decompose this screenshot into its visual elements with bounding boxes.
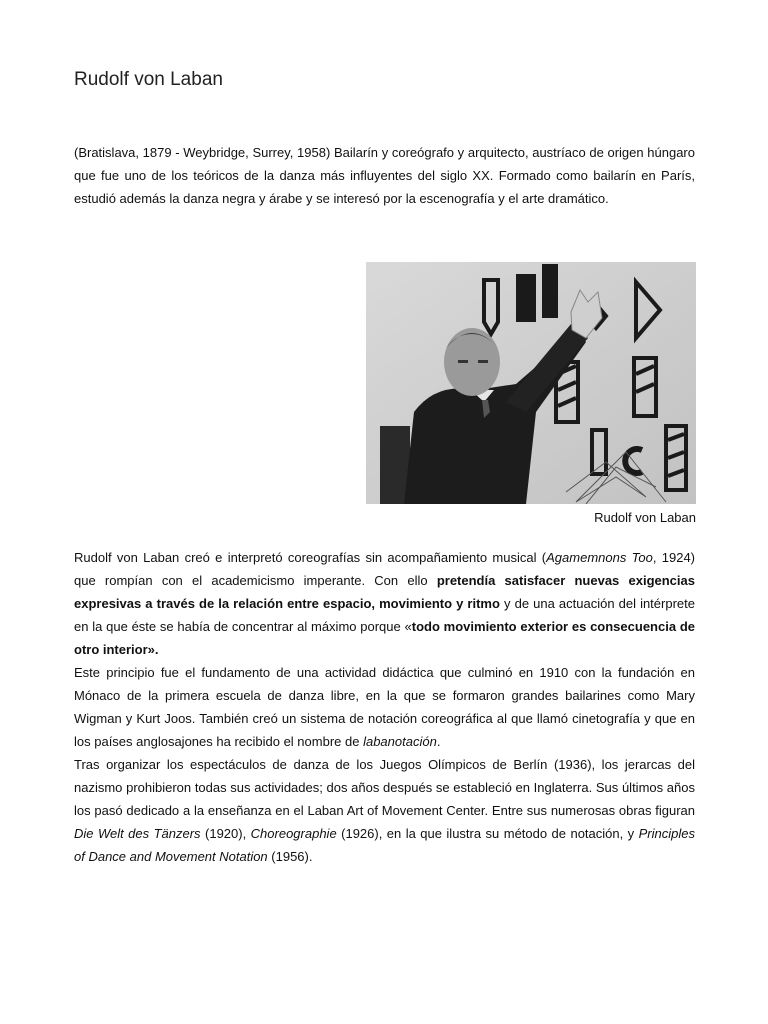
body-paragraph-3: Tras organizar los espectáculos de danza de los Juegos Olímpicos de Berlín (1936), los jerarcas del nazismo prohibieron todas sus actividades; dos años después se estableció en Inglaterra. Sus últimos años los pasó dedicado a la enseñanza en el Laban Art of Movement Center. Entre sus numerosas obras figuran Die Welt des Tänzers (1920), Choreographie (1926), en la que ilustra su método de notación, y Principles of Dance and Movement Notation (1956). [74, 757, 695, 864]
work-title: Choreographie [250, 826, 337, 841]
work-title: Die Welt des Tänzers [74, 826, 201, 841]
body-paragraph-1: Rudolf von Laban creó e interpretó coreografías sin acompañamiento musical (Agamemnons Too, 1924) que rompían con el academicismo imperante. Con ello pretendía satisfacer nuevas exigencias expresivas a través de la relación entre espacio, movimiento y ritmo y de una actuación del intérprete en la que éste se había de concentrar al máximo porque «todo movimiento exterior es consecuencia de otro interior». [74, 550, 696, 657]
emphasis-text: pretendía satisfacer nuevas exigencias expresivas a través de la relación entre espacio, movimiento y ritmo [74, 573, 695, 611]
term-text: labanotación [363, 734, 437, 749]
work-title: Agamemnons Too [546, 550, 653, 565]
portrait-photo [366, 262, 696, 504]
work-title: Principles of Dance and Movement Notation [74, 826, 695, 864]
body-text [74, 546, 695, 868]
quote-text: todo movimiento exterior es consecuencia de otro interior [74, 619, 695, 657]
body-paragraph-2: Este principio fue el fundamento de una actividad didáctica que culminó en 1910 con la fundación en Mónaco de la primera escuela de danza libre, en la que se formaron grandes bailarines como Mary Wigman y Kurt Joos. También creó un sistema de notación coreográfica al que llamó cinetografía y que en los países anglosajones ha recibido el nombre de labanotación. [74, 665, 695, 749]
photo-caption: Rudolf von Laban [594, 510, 696, 525]
page-title: Rudolf von Laban [74, 69, 223, 90]
intro-paragraph: (Bratislava, 1879 - Weybridge, Surrey, 1958) Bailarín y coreógrafo y arquitecto, austríaco de origen húngaro que fue uno de los teóricos de la danza más influyentes del siglo XX. Formado como bailarín en París, estudió además la danza negra y árabe y se interesó por la escenografía y el arte dramático. [74, 145, 695, 206]
